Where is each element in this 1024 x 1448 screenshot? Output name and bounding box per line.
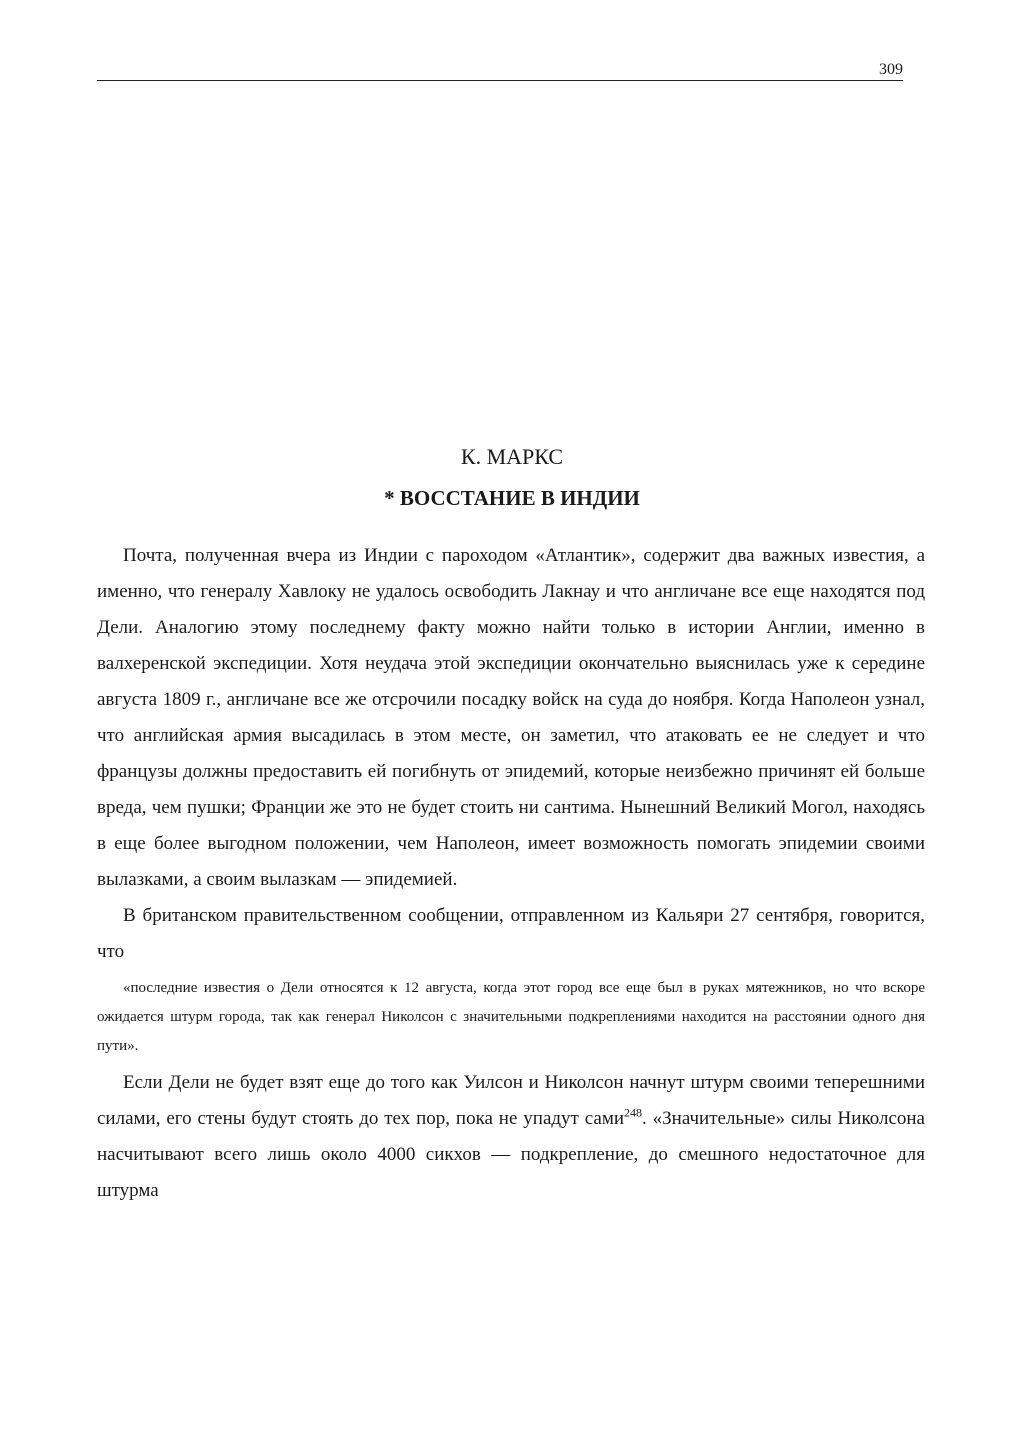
page-header	[97, 60, 903, 81]
block-quote: «последние известия о Дели относятся к 12 августа, когда этот город все еще был в руках мятежников, но что вскоре ожидается штурм города, так как генерал Николсон с значительными подкреплениями находится на расстоянии одного дня пути».	[97, 980, 925, 1054]
paragraph: Почта, полученная вчера из Индии с пароходом «Атлантик», содержит два важных известия, а именно, что генералу Хавлоку не удалось освободить Лакнау и что англичане все еще находятся под Дели. Аналогию этому последнему факту можно найти только в истории Англии, именно в валхеренской экспедиции. Хотя неудача этой экспедиции окончательно выяснилась уже к середине августа 1809 г., англичане все же отсрочили посадку войск на суда до ноября. Когда Наполеон узнал, что английская армия высадилась в этом месте, он заметил, что атаковать ее не следует и что французы должны предоставить ей погибнуть от эпидемий, которые неизбежно причинят ей больше вреда, чем пушки; Франции же это не будет стоить ни сантима. Нынешний Великий Могол, находясь в еще более выгодном положении, чем Наполеон, имеет возможность помогать эпидемии своими вылазками, а своим вылазкам — эпидемией.	[97, 545, 925, 890]
page-number: 309	[879, 61, 903, 78]
paragraph	[97, 1065, 925, 1209]
article-title: * ВОССТАНИЕ В ИНДИИ	[384, 486, 640, 510]
paragraph: В британском правительственном сообщении, отправленном из Кальяри 27 сентября, говорится, что	[97, 905, 925, 962]
footnote-reference[interactable]: 248	[624, 1105, 643, 1120]
article-body	[97, 538, 925, 1209]
author-name: К. МАРКС	[460, 444, 564, 469]
paragraph-text: Если Дели не будет взят еще до того как Уилсон и Николсон начнут штурм своими теперешними силами, его стены будут стоять до тех пор, пока не упадут сами	[97, 1072, 925, 1129]
paragraph-text: . «Значительные» силы Николсона насчитывают всего лишь около 4000 сикхов — подкрепление, до смешного недостаточное для штурма	[97, 1108, 925, 1201]
